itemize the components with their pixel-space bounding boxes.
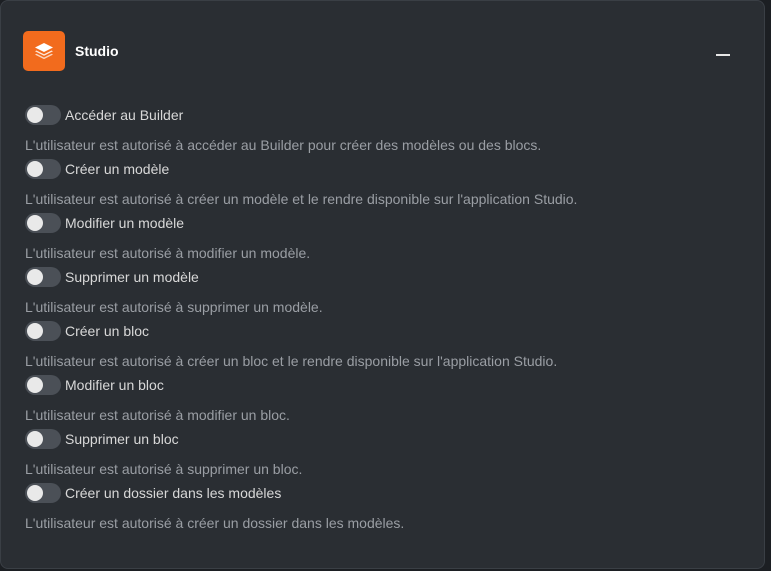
- permission-description: L'utilisateur est autorisé à modifier un bloc.: [25, 407, 290, 423]
- permission-label: Créer un dossier dans les modèles: [65, 485, 282, 501]
- permission-label: Modifier un bloc: [65, 377, 164, 393]
- toggle-knob: [27, 431, 43, 447]
- permission-toggle[interactable]: [25, 213, 61, 233]
- permission-description: L'utilisateur est autorisé à créer un dossier dans les modèles.: [25, 515, 405, 531]
- toggle-knob: [27, 215, 43, 231]
- collapse-button[interactable]: [714, 41, 734, 61]
- studio-logo: [23, 31, 65, 71]
- minus-icon: [716, 54, 730, 56]
- permission-description: L'utilisateur est autorisé à accéder au Builder pour créer des modèles ou des blocs.: [25, 137, 542, 153]
- permission-toggle[interactable]: [25, 267, 61, 287]
- permission-toggle[interactable]: [25, 321, 61, 341]
- toggle-knob: [27, 107, 43, 123]
- permission-toggle[interactable]: [25, 483, 61, 503]
- permission-label: Créer un bloc: [65, 323, 150, 339]
- permission-description: L'utilisateur est autorisé à créer un modèle et le rendre disponible sur l'application Studio.: [25, 191, 578, 207]
- permission-toggle[interactable]: [25, 375, 61, 395]
- permission-item: [25, 159, 740, 213]
- panel-header: [23, 31, 742, 71]
- toggle-knob: [27, 323, 43, 339]
- layers-icon: [33, 41, 55, 61]
- permission-description: L'utilisateur est autorisé à créer un bloc et le rendre disponible sur l'application Studio.: [25, 353, 558, 369]
- permission-label: Supprimer un modèle: [65, 269, 199, 285]
- permission-toggle[interactable]: [25, 429, 61, 449]
- permission-item: [25, 429, 740, 483]
- permission-item: [25, 375, 740, 429]
- permission-item: [25, 213, 740, 267]
- permission-toggle[interactable]: [25, 105, 61, 125]
- permission-label: Créer un modèle: [65, 161, 170, 177]
- permission-description: L'utilisateur est autorisé à supprimer un modèle.: [25, 299, 323, 315]
- permission-list: [25, 105, 740, 537]
- toggle-knob: [27, 377, 43, 393]
- permission-label: Modifier un modèle: [65, 215, 185, 231]
- permission-description: L'utilisateur est autorisé à modifier un modèle.: [25, 245, 311, 261]
- permission-item: [25, 267, 740, 321]
- permission-item: [25, 321, 740, 375]
- toggle-knob: [27, 269, 43, 285]
- permission-label: Accéder au Builder: [65, 107, 184, 123]
- permission-label: Supprimer un bloc: [65, 431, 179, 447]
- permission-item: [25, 483, 740, 537]
- permission-toggle[interactable]: [25, 159, 61, 179]
- permission-item: [25, 105, 740, 159]
- permission-description: L'utilisateur est autorisé à supprimer un bloc.: [25, 461, 303, 477]
- panel-title: Studio: [75, 43, 119, 59]
- toggle-knob: [27, 161, 43, 177]
- toggle-knob: [27, 485, 43, 501]
